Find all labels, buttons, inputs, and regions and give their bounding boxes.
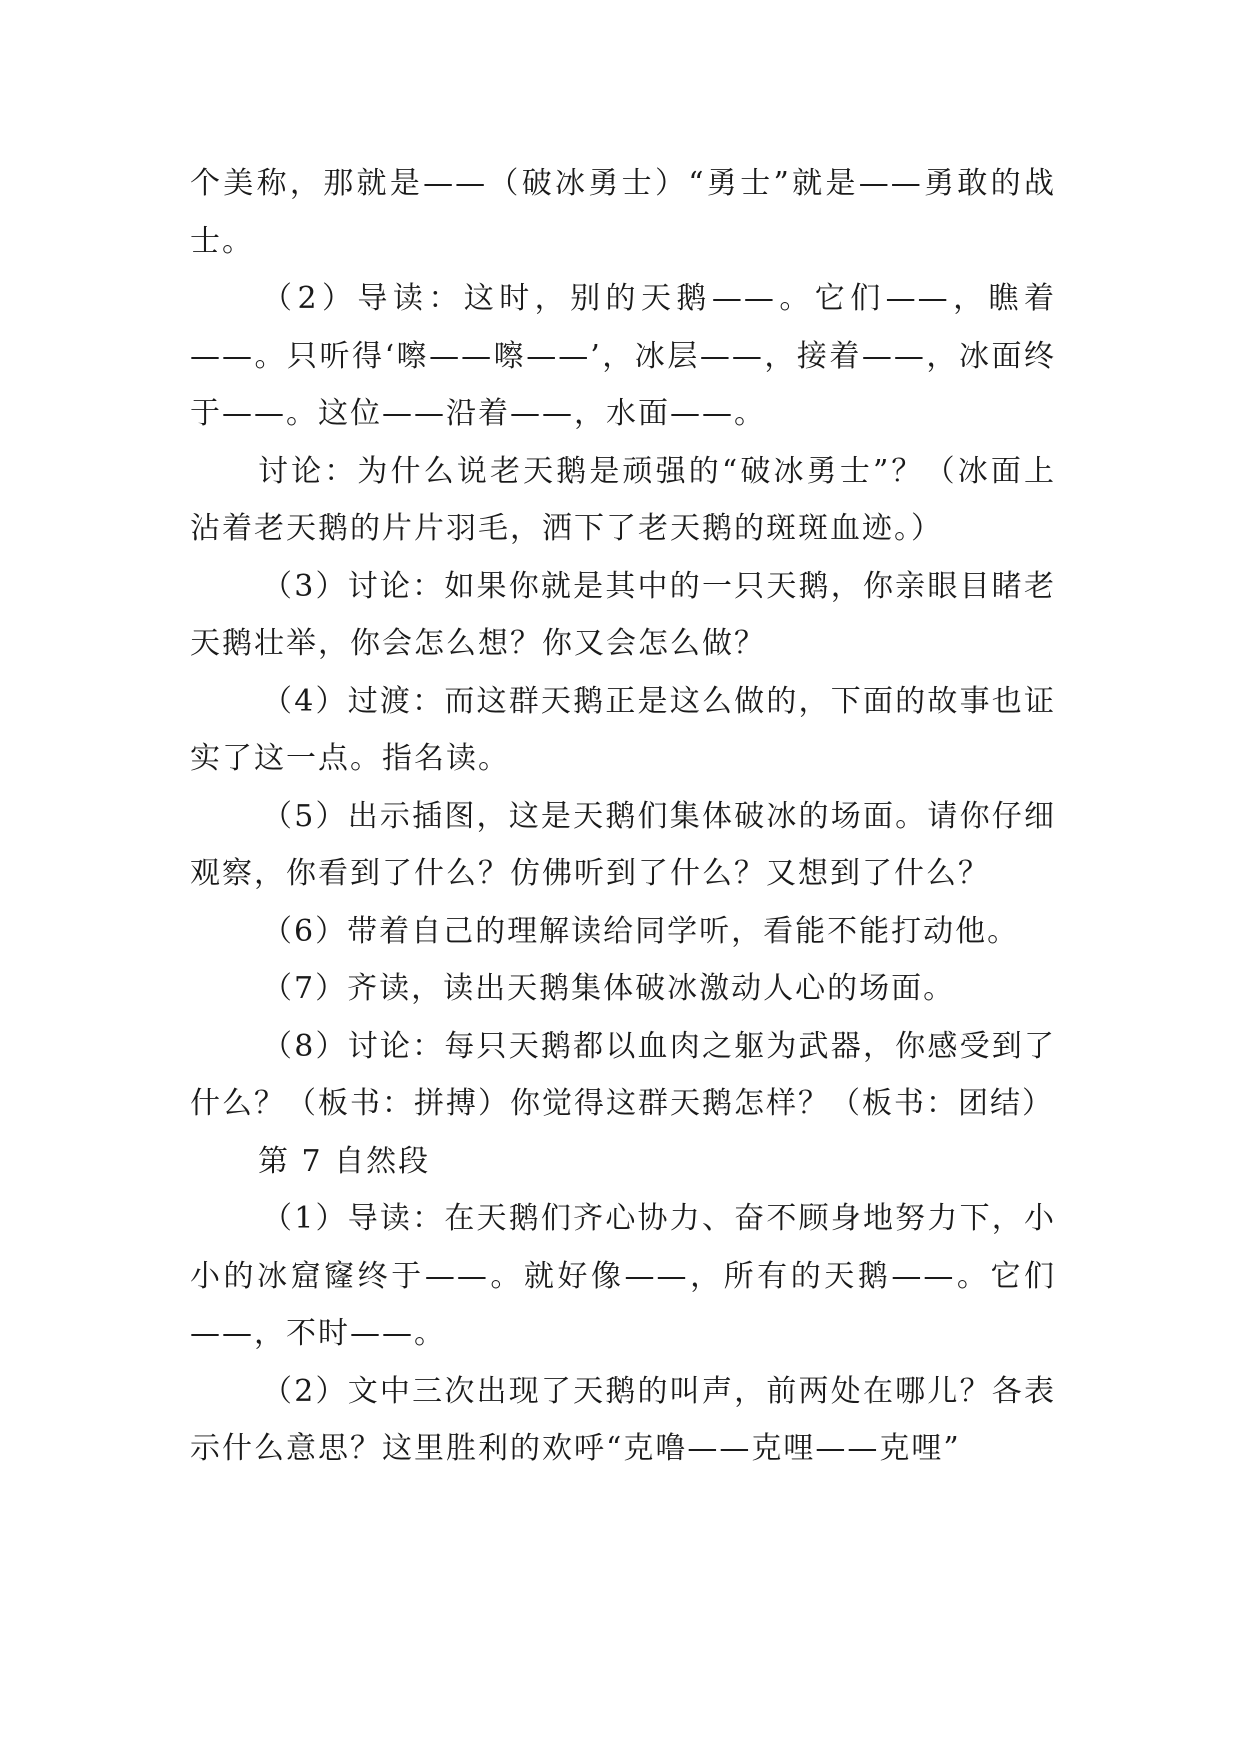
paragraph-discussion: 讨论：为什么说老天鹅是顽强的“破冰勇士”？（冰面上沾着老天鹅的片片羽毛，洒下了老天鹅的斑斑血迹。）	[190, 453, 1056, 546]
paragraph-step-6-read-aloud: （6）带着自己的理解读给同学听，看能不能打动他。	[262, 913, 1020, 949]
paragraph-p7-step-1-guided-reading: （1）导读：在天鹅们齐心协力、奋不顾身地努力下，小小的冰窟窿终于——。就好像——，所有的天鹅——。它们——，不时——。	[190, 1201, 1056, 1351]
paragraph-step-8-discussion: （8）讨论：每只天鹅都以血肉之躯为武器，你感受到了什么？（板书：拼搏）你觉得这群天鹅怎样？（板书：团结）	[190, 1028, 1056, 1121]
paragraph-continuation: 个美称，那就是——（破冰勇士）“勇士”就是——勇敢的战士。	[190, 166, 1056, 259]
paragraph-step-3-discussion: （3）讨论：如果你就是其中的一只天鹅，你亲眼目睹老天鹅壮举，你会怎么想？你又会怎么做？	[190, 568, 1056, 661]
paragraph-step-7-choral-reading: （7）齐读，读出天鹅集体破冰激动人心的场面。	[262, 971, 956, 1006]
section-heading-paragraph-7: 第 7 自然段	[258, 1143, 431, 1179]
paragraph-step-4-transition: （4）过渡：而这群天鹅正是这么做的，下面的故事也证实了这一点。指名读。	[190, 683, 1056, 776]
paragraph-p7-step-2-swan-calls: （2）文中三次出现了天鹅的叫声，前两处在哪儿？各表示什么意思？这里胜利的欢呼“克噜——克哩——克哩”	[190, 1373, 1056, 1466]
paragraph-step-2-guided-reading: （2）导读：这时，别的天鹅——。它们——，瞧着——。只听得‘嚓——嚓——’，冰层——，接着——，冰面终于——。这位——沿着——，水面——。	[190, 281, 1056, 431]
paragraph-step-5-illustration: （5）出示插图，这是天鹅们集体破冰的场面。请你仔细观察，你看到了什么？仿佛听到了什么？又想到了什么？	[190, 798, 1056, 891]
document-body	[190, 155, 1056, 1478]
